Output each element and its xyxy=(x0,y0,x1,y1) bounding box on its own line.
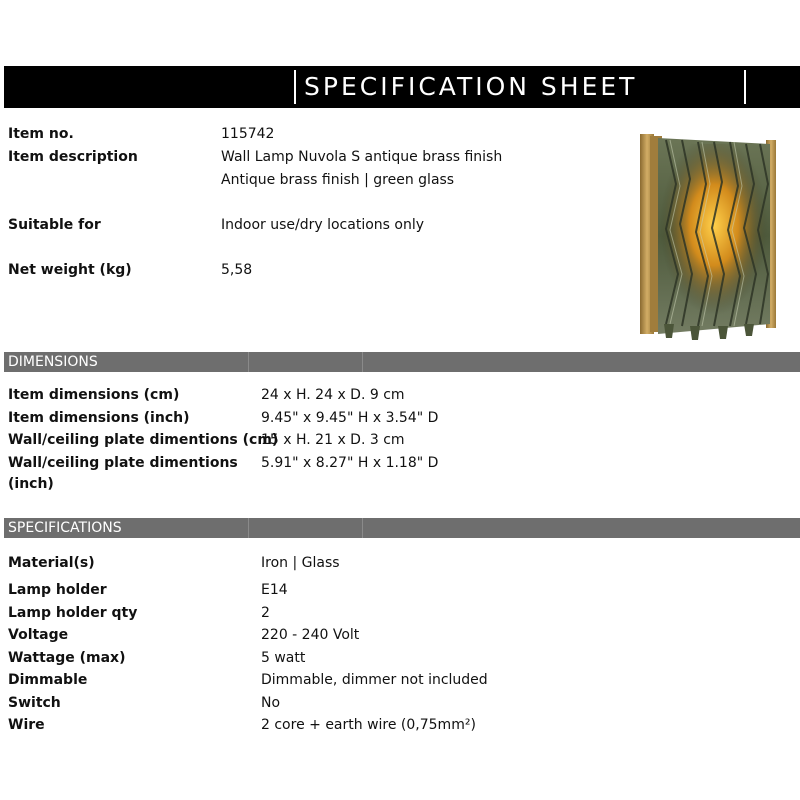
spec-value-materials: Iron | Glass xyxy=(261,555,340,571)
item-description-line1: Wall Lamp Nuvola S antique brass finish xyxy=(221,149,503,165)
specifications-section-title: SPECIFICATIONS xyxy=(8,520,122,536)
page-title: SPECIFICATION SHEET xyxy=(304,72,638,101)
spec-label-dimmable: Dimmable xyxy=(8,672,88,688)
section-divider xyxy=(362,518,363,538)
item-no-value: 115742 xyxy=(221,126,275,142)
dimensions-section-title: DIMENSIONS xyxy=(8,354,98,370)
plate-dimensions-cm-label: Wall/ceiling plate dimentions (cm) xyxy=(8,432,279,448)
section-divider xyxy=(248,518,249,538)
section-divider xyxy=(248,352,249,372)
net-weight-value: 5,58 xyxy=(221,262,253,278)
spec-value-lamp-holder: E14 xyxy=(261,582,288,598)
spec-label-lamp-holder: Lamp holder xyxy=(8,582,107,598)
product-image xyxy=(630,124,790,344)
item-dimensions-inch-label: Item dimensions (inch) xyxy=(8,410,190,426)
plate-dimensions-inch-label: Wall/ceiling plate dimentions xyxy=(8,455,238,471)
item-dimensions-cm-label: Item dimensions (cm) xyxy=(8,387,180,403)
item-no-label: Item no. xyxy=(8,126,74,142)
spec-value-dimmable: Dimmable, dimmer not included xyxy=(261,672,488,688)
spec-label-materials: Material(s) xyxy=(8,555,95,571)
specifications-section-header xyxy=(4,518,800,538)
item-description-label: Item description xyxy=(8,149,138,165)
spec-value-switch: No xyxy=(261,695,281,711)
section-divider xyxy=(362,352,363,372)
spec-value-wire: 2 core + earth wire (0,75mm²) xyxy=(261,717,476,733)
header-divider xyxy=(294,70,296,104)
dimensions-section-header xyxy=(4,352,800,372)
spec-value-lamp-holder-qty: 2 xyxy=(261,605,270,621)
spec-label-wire: Wire xyxy=(8,717,45,733)
spec-label-lamp-holder-qty: Lamp holder qty xyxy=(8,605,138,621)
spec-value-voltage: 220 - 240 Volt xyxy=(261,627,360,643)
plate-dimensions-inch-label-line2: (inch) xyxy=(8,476,54,492)
spec-label-switch: Switch xyxy=(8,695,61,711)
suitable-for-label: Suitable for xyxy=(8,217,101,233)
spec-label-voltage: Voltage xyxy=(8,627,69,643)
spec-value-wattage: 5 watt xyxy=(261,650,306,666)
net-weight-label: Net weight (kg) xyxy=(8,262,132,278)
plate-dimensions-inch-value: 5.91" x 8.27" H x 1.18" D xyxy=(261,455,439,471)
item-dimensions-cm-value: 24 x H. 24 x D. 9 cm xyxy=(261,387,405,403)
plate-dimensions-cm-value: 15 x H. 21 x D. 3 cm xyxy=(261,432,405,448)
item-description-line2: Antique brass finish | green glass xyxy=(221,172,455,188)
item-dimensions-inch-value: 9.45" x 9.45" H x 3.54" D xyxy=(261,410,439,426)
suitable-for-value: Indoor use/dry locations only xyxy=(221,217,425,233)
header-divider xyxy=(744,70,746,104)
spec-label-wattage: Wattage (max) xyxy=(8,650,126,666)
